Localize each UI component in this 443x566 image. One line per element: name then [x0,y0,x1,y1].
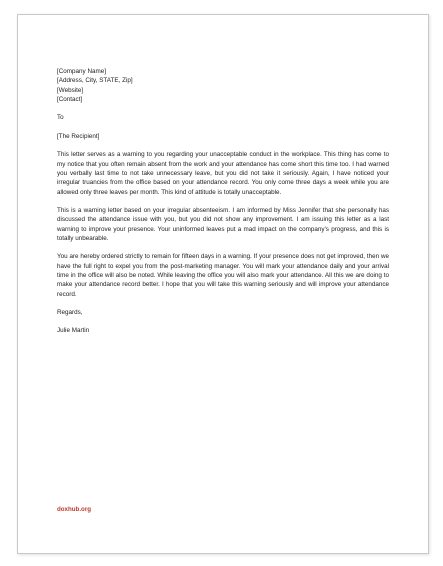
letter-body [57,67,389,336]
recipient: [The Recipient] [57,132,100,140]
company-address: [Address, City, STATE, Zip] [57,77,133,85]
company-contact: [Contact] [57,95,83,103]
paragraph-1: This letter serves as a warning to you regarding your unacceptable conduct in the workplace. This thing has come to my notice that you often remain absent from the work and your attendance has come short this time too. I had warned you verbally last time to not take unnecessary leave, but you did not take it seriously. Again, I have noticed your irregular truancies from the office based on your attendance record. You only come three days a week while you are allowed only three leaves per month. This kind of attitude is totally unacceptable. [57,151,389,196]
paragraph-3: You are hereby ordered strictly to remain for fifteen days in a warning. If your presence does not get improved, then we have the full right to expel you from the post-marketing manager. You will mark your attendance daily and your arrival time in the office will also be noted. While leaving the office you will also mark your attendance. All this we are doing to make your attendance record better. I hope that you will take this warning seriously and will improve your attendance record. [57,253,389,298]
closing: Regards, [57,309,83,317]
footer-brand[interactable]: doxhub.org [57,506,92,513]
company-website: [Website] [57,86,84,94]
sender-block [57,67,389,104]
letter-page [17,14,429,554]
signer-name: Julie Martin [57,327,90,335]
to-label: To [57,114,64,122]
company-name: [Company Name] [57,68,106,75]
paragraph-2: This is a warning letter based on your irregular absenteeism. I am informed by Miss Jennifer that she personally has discussed the attendance issue with you, but you did not show any improvement. I am issuing this letter as a last warning to improve your presence. Your uninformed leaves put a mad impact on the company’s progress, and this is totally unbearable. [57,207,389,242]
